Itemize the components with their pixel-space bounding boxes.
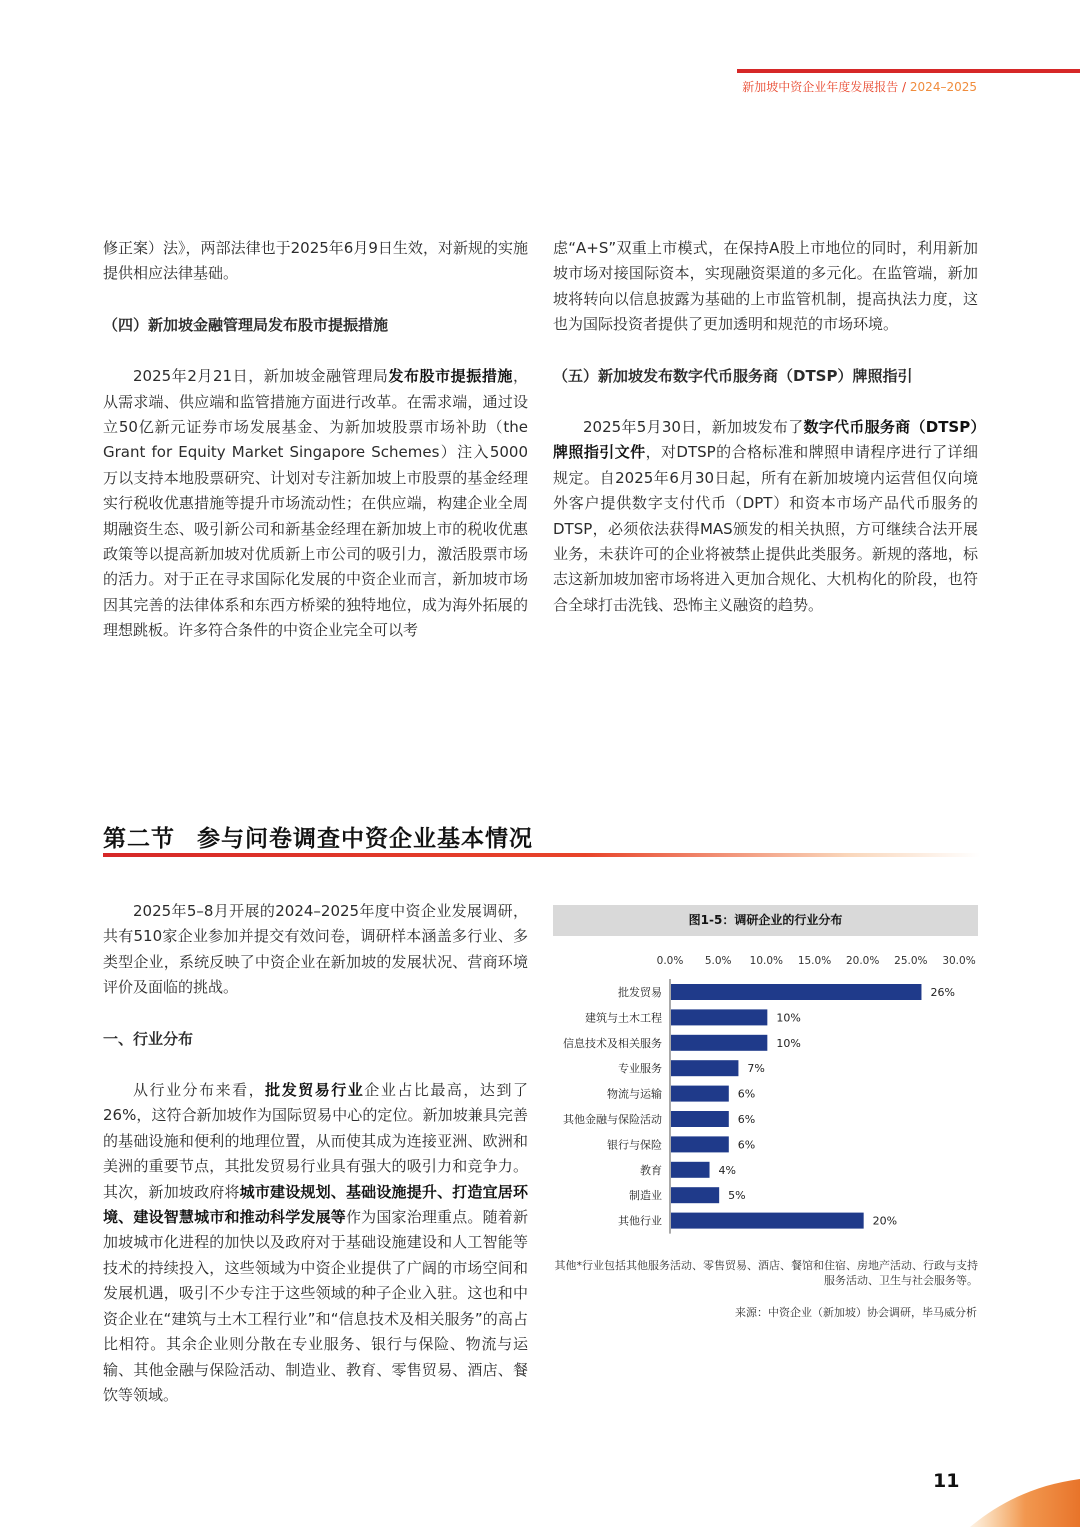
category-label: 信息技术及相关服务 [563, 1036, 662, 1050]
value-label: 10% [776, 1011, 801, 1025]
bold-text-run: 城市建设规划、基础设施提升、打造宜居环境、建设智慧城市和推动科学发展等 [103, 1182, 528, 1227]
text-run: 作为国家治理重点。随着新加坡城市化进程的加快以及政府对于基础设施建设和人工智能等技术的持续投入，这些领域为中资企业提供了广阔的市场空间和发展机遇，吸引不少专注于这些领域的种子企业入驻。这也和中资企业在“建筑与土木工程行业”和“信息技术及相关服务”的高占比相符。其余企业则分散在专业服务、银行与保险、物流与运输、其他金融与保险活动、制造业、教育、零售贸易、酒店、餐饮等领域。 [103, 1208, 528, 1404]
section-rule [103, 853, 980, 857]
x-tick-label: 20.0% [845, 955, 880, 967]
category-label: 其他金融与保险活动 [563, 1113, 662, 1126]
category-label: 专业服务 [618, 1062, 662, 1076]
value-label: 6% [737, 1113, 756, 1126]
header-accent-bar [737, 69, 1080, 73]
text-run: ，对DTSP的合格标准和牌照申请程序进行了详细规定。自2025年6月30日起，所有在新加坡境内运营但仅向境外客户提供数字支付代币（DPT）和资本市场产品代币服务的DTSP，必须依法获得MAS颁发的相关执照，方可继续合法开展业务，未获许可的企业将被禁止提供此类服务。新规的落地，标志这新加坡加密市场将进入更加合规化、大机构化的阶段，也符合全球打击洗钱、恐怖主义融资的趋势。 [553, 443, 978, 614]
paragraph: 2025年5–8月开展的2024–2025年度中资企业发展调研，共有510家企业参加并提交有效问卷，调研样本涵盖多行业、多类型企业，系统反映了中资企业在新加坡的发展状况、营商环境评价及面临的挑战。 [103, 902, 528, 997]
section-title [103, 820, 533, 853]
text-run: 2025年2月21日，新加坡金融管理局 [133, 367, 389, 386]
value-label: 5% [728, 1189, 746, 1203]
text-run: 企业占比最高，达到了26%，这符合新加坡作为国际贸易中心的定位。新加坡兼具完善的基础设施和便利的地理位置，从而使其成为连接亚洲、欧洲和美洲的重要节点，其批发贸易行业具有强大的吸引力和竞争力。其次，新加坡政府将 [103, 1081, 528, 1201]
paragraph: 虑“A+S”双重上市模式，在保持A股上市地位的同时，利用新加坡市场对接国际资本，实现融资渠道的多元化。在监管端，新加坡将转向以信息披露为基础的上市监管机制，提高执法力度，这也为国际投资者提供了更加透明和规范的市场环境。 [553, 239, 978, 334]
header-title: 新加坡中资企业年度发展报告 / [742, 80, 907, 94]
bar [671, 984, 921, 1000]
category-label: 银行与保险 [607, 1138, 662, 1152]
value-label: 6% [737, 1087, 756, 1101]
paragraph [553, 415, 978, 618]
bar [671, 1136, 729, 1152]
x-tick-label: 25.0% [894, 955, 928, 967]
value-label: 7% [747, 1062, 765, 1076]
value-label: 4% [718, 1163, 736, 1177]
bar [671, 1086, 729, 1102]
category-label: 物流与运输 [607, 1087, 662, 1101]
subsection-heading-4: （四）新加坡金融管理局发布股市提振措施 [103, 315, 389, 334]
page-number: 11 [933, 1470, 960, 1492]
value-label: 10% [776, 1036, 801, 1050]
right-column-top [553, 236, 978, 618]
chart-source: 来源：中资企业（新加坡）协会调研，毕马威分析 [735, 1306, 977, 1319]
subsection-heading-5: （五）新加坡发布数字代币服务商（DTSP）牌照指引 [553, 366, 913, 385]
header-years: 2024–2025 [906, 80, 977, 94]
text-run: 2025年5月30日，新加坡发布了 [583, 418, 804, 437]
text-run: ，从需求端、供应端和监管措施方面进行改革。在需求端，通过设立50亿新元证券市场发展基金、为新加坡股票市场补助（the Grant for Equity Market Singapore Schemes）注入5000万以支持本地股票研究、计划对专注新加坡上市股票的基金经理实行税收优惠措施等提升市场流动性；在供应端，构建企业全周期融资生态、吸引新公司和新基金经理在新加坡上市的税收优惠政策等以提高新加坡对优质新上市公司的吸引力，激活股票市场的活力。对于正在寻求国际化发展的中资企业而言，新加坡市场因其完善的法律体系和东西方桥梁的独特地位，成为海外拓展的理想跳板。许多符合条件的中资企业完全可以考 [103, 367, 528, 640]
bar [671, 1111, 729, 1127]
bar [671, 1035, 767, 1051]
category-label: 制造业 [629, 1189, 662, 1203]
value-label: 26% [930, 986, 955, 999]
bold-text-run: 数字代币服务商（DTSP）牌照指引文件 [553, 418, 979, 462]
x-tick-label: 30.0% [942, 955, 976, 967]
category-label: 教育 [640, 1163, 662, 1177]
bar [671, 1009, 767, 1025]
running-header [742, 78, 977, 95]
bar [671, 1162, 710, 1178]
subsection-heading-industry: 一、行业分布 [103, 1029, 194, 1048]
paragraph [103, 1078, 528, 1408]
value-label: 20% [872, 1214, 898, 1228]
x-tick-label: 10.0% [749, 955, 784, 967]
chart-note: 其他*行业包括其他服务活动、零售贸易、酒店、餐馆和住宿、房地产活动、行政与支持服务活动、卫生与社会服务等。 [554, 1259, 978, 1287]
paragraph [103, 364, 528, 643]
paragraph: 修正案）法》，两部法律也于2025年6月9日生效，对新规的实施提供相应法律基础。 [103, 239, 528, 283]
left-column-top [103, 236, 528, 644]
bar [671, 1213, 864, 1229]
x-tick-label: 15.0% [797, 955, 832, 967]
category-label: 批发贸易 [618, 986, 662, 999]
bold-text-run: 发布股市提振措施 [388, 367, 513, 386]
value-label: 6% [737, 1138, 756, 1152]
text-run: 从行业分布来看， [133, 1081, 266, 1100]
corner-accent-shape [940, 1477, 1080, 1527]
x-tick-label: 5.0% [704, 955, 732, 967]
left-column-bottom [103, 899, 528, 1408]
chart-title: 图1-5：调研企业的行业分布 [553, 905, 978, 936]
x-tick-label: 0.0% [656, 955, 684, 967]
bar [671, 1187, 719, 1203]
industry-bar-chart [553, 945, 978, 1245]
section-number: 第二节 [103, 826, 175, 852]
category-label: 建筑与土木工程 [585, 1011, 662, 1025]
category-label: 其他行业 [618, 1214, 662, 1228]
section-heading: 参与问卷调查中资企业基本情况 [197, 826, 533, 852]
bold-text-run: 批发贸易行业 [265, 1081, 365, 1100]
bar [671, 1060, 738, 1076]
